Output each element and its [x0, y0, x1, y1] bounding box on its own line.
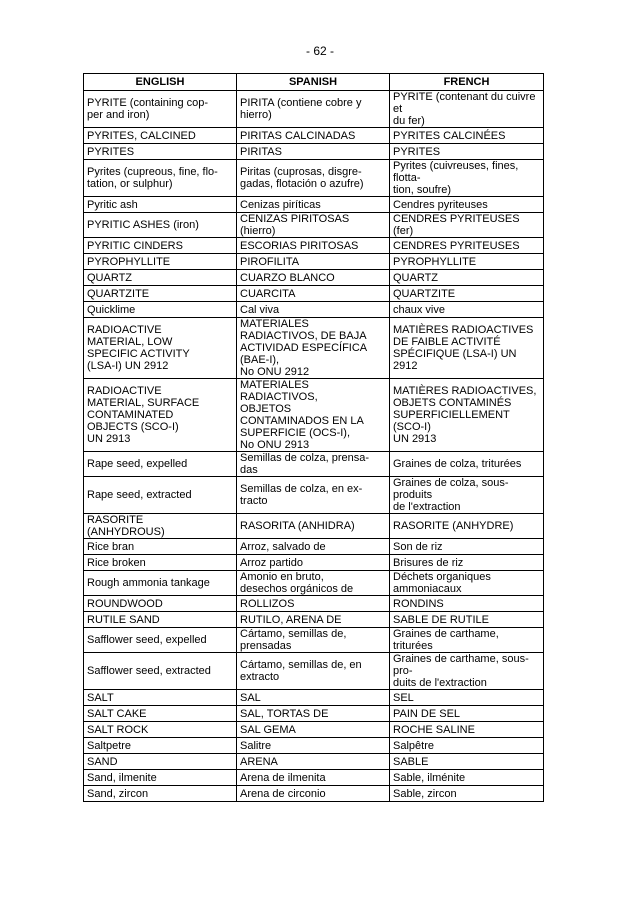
cell-english-text: PYRITIC ASHES (iron): [87, 219, 199, 231]
cell-french-text: RASORITE (ANHYDRE): [393, 520, 514, 532]
cell-spanish-text: SAL GEMA: [240, 723, 296, 736]
cell-spanish: [237, 786, 390, 802]
cell-english-text: Safflower seed, extracted: [87, 665, 211, 677]
cell-french: [390, 514, 544, 539]
cell-french-text: PAIN DE SEL: [393, 707, 461, 720]
cell-spanish-text: PIRITAS CALCINADAS: [240, 129, 356, 142]
table-row: [84, 628, 544, 653]
cell-french: [390, 722, 544, 738]
cell-english-text: QUARTZITE: [87, 287, 150, 300]
cell-english: [84, 318, 237, 379]
cell-french-text: ROCHE SALINE: [393, 723, 475, 736]
cell-english-text: Quicklime: [87, 303, 136, 316]
table-row: [84, 452, 544, 477]
cell-french-text: QUARTZITE: [393, 287, 456, 300]
cell-english: [84, 91, 237, 128]
cell-spanish: [237, 722, 390, 738]
cell-english-text: Sand, ilmenite: [87, 771, 157, 784]
cell-french-text: Salpêtre: [393, 739, 434, 752]
cell-french-text: Pyrites (cuivreuses, fines, flotta- tion, soufre): [393, 160, 519, 196]
table-row: [84, 770, 544, 786]
cell-french: [390, 213, 544, 238]
cell-spanish-text: Salitre: [240, 739, 272, 752]
cell-french: [390, 144, 544, 160]
header-french: FRENCH: [390, 74, 544, 91]
cell-spanish-text: CUARCITA: [240, 287, 296, 300]
cell-english: [84, 770, 237, 786]
cell-english: [84, 754, 237, 770]
cell-french-text: Déchets organiques ammoniacaux: [393, 571, 491, 595]
table-row: [84, 571, 544, 596]
cell-french: [390, 238, 544, 254]
cell-french-text: chaux vive: [393, 303, 445, 316]
cell-french-text: MATIÈRES RADIOACTIVES DE FAIBLE ACTIVITÉ SPÉCIFIQUE (LSA-I) UN 2912: [393, 324, 534, 372]
cell-french: [390, 160, 544, 197]
cell-spanish-text: Arena de ilmenita: [240, 771, 326, 784]
cell-french: [390, 596, 544, 612]
cell-spanish: [237, 213, 390, 238]
cell-french: [390, 379, 544, 452]
header-spanish: SPANISH: [237, 74, 390, 91]
cell-spanish-text: Arroz, salvado de: [240, 540, 326, 553]
cell-french: [390, 786, 544, 802]
cell-spanish-text: CENIZAS PIRITOSAS (hierro): [240, 213, 350, 237]
cell-english: [84, 238, 237, 254]
cell-spanish-text: Cenizas piríticas: [240, 198, 321, 211]
cell-french: [390, 452, 544, 477]
cell-spanish: [237, 302, 390, 318]
cell-english: [84, 144, 237, 160]
header-row: [84, 74, 544, 91]
table-row: [84, 286, 544, 302]
cell-english: [84, 379, 237, 452]
cell-spanish-text: ESCORIAS PIRITOSAS: [240, 239, 359, 252]
cell-french-text: PYRITES: [393, 145, 441, 158]
cell-english: [84, 128, 237, 144]
cell-english: [84, 514, 237, 539]
table-row: [84, 197, 544, 213]
cell-english-text: Rice broken: [87, 556, 146, 569]
cell-english: [84, 197, 237, 213]
cell-spanish: [237, 286, 390, 302]
cell-spanish: [237, 770, 390, 786]
cell-spanish: [237, 318, 390, 379]
cell-french-text: SABLE DE RUTILE: [393, 613, 489, 626]
cell-spanish: [237, 653, 390, 690]
cell-spanish-text: RASORITA (ANHIDRA): [240, 520, 355, 532]
cell-english-text: SALT ROCK: [87, 723, 149, 736]
cell-french-text: PYROPHYLLITE: [393, 255, 477, 268]
cell-english: [84, 571, 237, 596]
cell-english: [84, 286, 237, 302]
cell-english-text: ROUNDWOOD: [87, 597, 163, 610]
table-row: [84, 238, 544, 254]
table-row: [84, 302, 544, 318]
cell-spanish: [237, 555, 390, 571]
cell-french: [390, 571, 544, 596]
cell-spanish-text: CUARZO BLANCO: [240, 271, 335, 284]
cell-french-text: PYRITE (contenant du cuivre et du fer): [393, 91, 536, 127]
cell-french-text: Sable, ilménite: [393, 771, 466, 784]
cell-english-text: Saltpetre: [87, 739, 132, 752]
cell-french: [390, 555, 544, 571]
cell-english-text: RADIOACTIVE MATERIAL, LOW SPECIFIC ACTIVITY (LSA-I) UN 2912: [87, 324, 190, 372]
cell-english-text: PYRITES, CALCINED: [87, 129, 196, 142]
cell-spanish: [237, 514, 390, 539]
cell-english: [84, 302, 237, 318]
cell-english: [84, 786, 237, 802]
table-row: [84, 539, 544, 555]
cell-french-text: QUARTZ: [393, 271, 439, 284]
table-row: [84, 738, 544, 754]
cell-spanish-text: Amonio en bruto, desechos orgánicos de: [240, 571, 354, 595]
table-row: [84, 477, 544, 514]
cell-french-text: CENDRES PYRITEUSES: [393, 239, 520, 252]
cell-english-text: SALT: [87, 691, 114, 704]
cell-english: [84, 612, 237, 628]
cell-english: [84, 738, 237, 754]
cell-english-text: PYRITIC CINDERS: [87, 239, 183, 252]
cell-spanish: [237, 738, 390, 754]
cell-english: [84, 539, 237, 555]
cell-french-text: PYRITES CALCINÉES: [393, 129, 506, 142]
cell-spanish: [237, 270, 390, 286]
cell-french-text: Graines de colza, triturées: [393, 458, 522, 470]
table-row: [84, 555, 544, 571]
cell-french: [390, 612, 544, 628]
cell-french-text: RONDINS: [393, 597, 444, 610]
cell-spanish-text: Semillas de colza, prensa- das: [240, 452, 370, 476]
cell-spanish: [237, 754, 390, 770]
cell-english: [84, 213, 237, 238]
table-row: [84, 254, 544, 270]
cell-french: [390, 628, 544, 653]
cell-french-text: MATIÈRES RADIOACTIVES, OBJETS CONTAMINÉS SUPERFICIELLEMENT (SCO-I) UN 2913: [393, 385, 537, 445]
cell-spanish: [237, 612, 390, 628]
cell-spanish: [237, 197, 390, 213]
cell-english-text: SAND: [87, 755, 118, 768]
cell-french-text: Cendres pyriteuses: [393, 198, 488, 211]
cell-english-text: Pyritic ash: [87, 198, 138, 211]
cell-french: [390, 197, 544, 213]
cell-french: [390, 477, 544, 514]
cell-english: [84, 690, 237, 706]
cell-spanish-text: Piritas (cuprosas, disgre- gadas, flotación o azufre): [240, 166, 364, 190]
cell-english: [84, 706, 237, 722]
table-row: [84, 128, 544, 144]
cell-spanish-text: Cártamo, semillas de, prensadas: [240, 628, 347, 652]
cell-english-text: PYROPHYLLITE: [87, 255, 171, 268]
cell-spanish-text: RUTILO, ARENA DE: [240, 613, 342, 626]
cell-spanish: [237, 160, 390, 197]
cell-french: [390, 653, 544, 690]
cell-french-text: SEL: [393, 691, 414, 704]
cell-spanish: [237, 571, 390, 596]
cell-spanish: [237, 596, 390, 612]
cell-english-text: Rape seed, extracted: [87, 489, 192, 501]
cell-spanish: [237, 379, 390, 452]
table-row: [84, 144, 544, 160]
cell-spanish: [237, 91, 390, 128]
cell-french-text: Son de riz: [393, 540, 443, 553]
cell-spanish-text: MATERIALES RADIACTIVOS, OBJETOS CONTAMINADOS EN LA SUPERFICIE (OCS-I), No ONU 2913: [240, 379, 364, 451]
cell-spanish-text: SAL, TORTAS DE: [240, 707, 329, 720]
cell-english: [84, 270, 237, 286]
cell-spanish-text: ROLLIZOS: [240, 597, 295, 610]
table-row: [84, 318, 544, 379]
table-row: [84, 722, 544, 738]
cell-spanish-text: PIRITA (contiene cobre y hierro): [240, 97, 362, 121]
page-number: - 62 -: [305, 44, 334, 58]
cell-english: [84, 254, 237, 270]
cell-spanish-text: Cal viva: [240, 303, 280, 316]
cell-english-text: Rape seed, expelled: [87, 458, 188, 470]
cell-english-text: RADIOACTIVE MATERIAL, SURFACE CONTAMINATED OBJECTS (SCO-I) UN 2913: [87, 385, 200, 445]
table-row: [84, 612, 544, 628]
cell-spanish-text: PIROFILITA: [240, 255, 300, 268]
table-row: [84, 653, 544, 690]
cell-english-text: Safflower seed, expelled: [87, 634, 207, 646]
cell-english-text: Rice bran: [87, 540, 135, 553]
cell-french: [390, 770, 544, 786]
cell-spanish-text: Semillas de colza, en ex- tracto: [240, 483, 363, 507]
cell-french-text: CENDRES PYRITEUSES (fer): [393, 213, 520, 237]
cell-french-text: SABLE: [393, 755, 429, 768]
cell-spanish: [237, 452, 390, 477]
cell-spanish: [237, 628, 390, 653]
cell-spanish: [237, 690, 390, 706]
cell-french-text: Brisures de riz: [393, 556, 464, 569]
cell-french: [390, 706, 544, 722]
table-row: [84, 270, 544, 286]
cell-french: [390, 270, 544, 286]
cell-spanish-text: Arena de circonio: [240, 787, 326, 800]
cell-english-text: Rough ammonia tankage: [87, 577, 210, 589]
cell-french-text: Graines de colza, sous-produits de l'extraction: [393, 477, 509, 513]
cell-spanish-text: SAL: [240, 691, 261, 704]
cell-english: [84, 452, 237, 477]
cell-spanish-text: Arroz partido: [240, 556, 303, 569]
cell-spanish: [237, 539, 390, 555]
cell-spanish: [237, 477, 390, 514]
cell-french: [390, 254, 544, 270]
cell-french-text: Sable, zircon: [393, 787, 457, 800]
cell-english-text: RUTILE SAND: [87, 613, 160, 626]
cell-spanish-text: PIRITAS: [240, 145, 282, 158]
cell-spanish-text: MATERIALES RADIACTIVOS, DE BAJA ACTIVIDAD ESPECÍFICA (BAE-I), No ONU 2912: [240, 318, 368, 378]
cell-english-text: RASORITE (ANHYDROUS): [87, 514, 165, 538]
table-row: [84, 754, 544, 770]
table-row: [84, 160, 544, 197]
cell-french: [390, 128, 544, 144]
cell-english-text: SALT CAKE: [87, 707, 147, 720]
cell-english: [84, 722, 237, 738]
table-row: [84, 786, 544, 802]
cell-spanish: [237, 254, 390, 270]
cell-french: [390, 690, 544, 706]
cell-english-text: PYRITES: [87, 145, 135, 158]
header-english: ENGLISH: [84, 74, 237, 91]
cell-french: [390, 754, 544, 770]
cell-spanish: [237, 128, 390, 144]
table-row: [84, 379, 544, 452]
cell-french: [390, 91, 544, 128]
cell-french: [390, 286, 544, 302]
glossary-table: [83, 73, 544, 802]
cell-english: [84, 477, 237, 514]
cell-english: [84, 653, 237, 690]
cell-spanish: [237, 706, 390, 722]
cell-spanish: [237, 144, 390, 160]
cell-french: [390, 539, 544, 555]
cell-spanish: [237, 238, 390, 254]
table-row: [84, 514, 544, 539]
cell-french: [390, 302, 544, 318]
cell-french: [390, 738, 544, 754]
cell-spanish-text: ARENA: [240, 755, 278, 768]
cell-english: [84, 555, 237, 571]
cell-english: [84, 596, 237, 612]
cell-english-text: Sand, zircon: [87, 787, 149, 800]
cell-french-text: Graines de carthame, triturées: [393, 628, 499, 652]
cell-english-text: Pyrites (cupreous, fine, flo- tation, or sulphur): [87, 166, 218, 190]
cell-spanish-text: Cártamo, semillas de, en extracto: [240, 659, 362, 683]
cell-english: [84, 160, 237, 197]
cell-french-text: Graines de carthame, sous-pro- duits de l'extraction: [393, 653, 529, 689]
table-row: [84, 213, 544, 238]
table-row: [84, 706, 544, 722]
table-row: [84, 596, 544, 612]
table-row: [84, 91, 544, 128]
cell-english-text: PYRITE (containing cop- per and iron): [87, 97, 209, 121]
cell-english: [84, 628, 237, 653]
cell-english-text: QUARTZ: [87, 271, 133, 284]
table-row: [84, 690, 544, 706]
cell-french: [390, 318, 544, 379]
